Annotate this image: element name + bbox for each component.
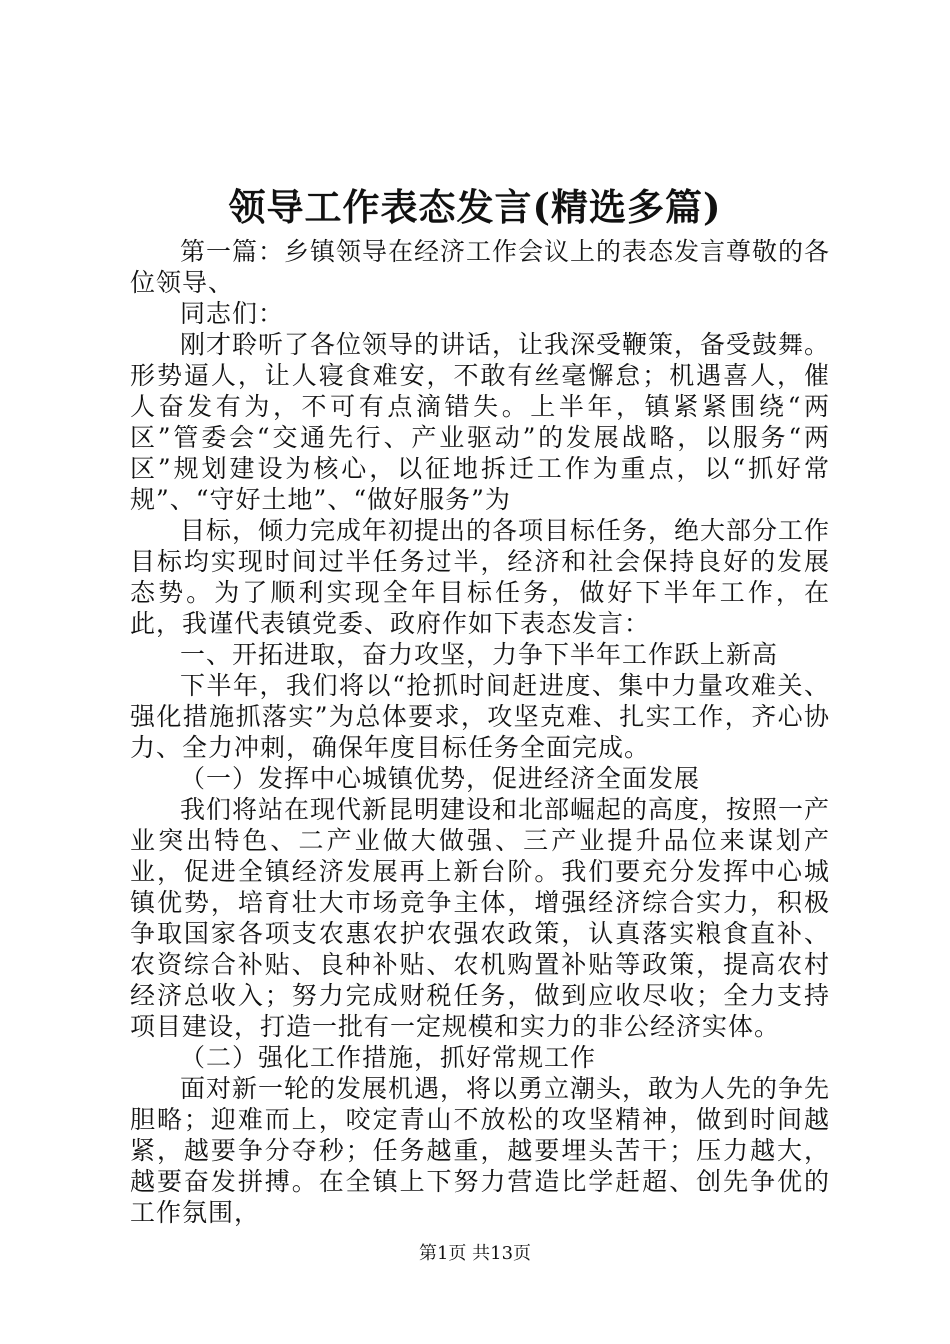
paragraph: 我们将站在现代新昆明建设和北部崛起的高度，按照一产业突出特色、二产业做大做强、三产业提升品位来谋划产业，促进全镇经济发展再上新台阶。我们要充分发挥中心城镇优势，培育壮大市场竞争主体，增强经济综合实力，积极争取国家各项支农惠农护农强农政策，认真落实粮食直补、农资综合补贴、良种补贴、农机购置补贴等政策，提高农村经济总收入；努力完成财税任务，做到应收尽收；全力支持项目建设，打造一批有一定规模和实力的非公经济实体。 bbox=[130, 795, 831, 1041]
paragraph: 下半年，我们将以“抢抓时间赶进度、集中力量攻难关、强化措施抓落实”为总体要求，攻坚克难、扎实工作，齐心协力、全力冲刺，确保年度目标任务全面完成。 bbox=[130, 671, 830, 762]
paragraph: 面对新一轮的发展机遇，将以勇立潮头，敢为人先的争先胆略；迎难而上，咬定青山不放松的攻坚精神，做到时间越紧，越要争分夺秒；任务越重，越要埋头苦干；压力越大，越要奋发拼搏。在全镇上下努力营造比学赶超、创先争优的工作氛围， bbox=[130, 1074, 831, 1227]
page-number: 第1页 共13页 bbox=[418, 1243, 532, 1264]
paragraph: 刚才聆听了各位领导的讲话，让我深受鞭策，备受鼓舞。形势逼人，让人寝食难安，不敢有丝毫懈怠；机遇喜人，催人奋发有为，不可有点滴错失。上半年，镇紧紧围绕“两区”管委会“交通先行、产业驱动”的发展战略，以服务“两区”规划建设为核心，以征地拆迁工作为重点，以“抓好常规”、“守好土地”、“做好服务”为 bbox=[130, 330, 831, 514]
subsection-heading: （一）发挥中心城镇优势，促进经济全面发展 bbox=[180, 764, 701, 793]
paragraph: 第一篇：乡镇领导在经济工作会议上的表态发言尊敬的各位领导、 bbox=[130, 237, 831, 297]
subsection-heading: （二）强化工作措施，抓好常规工作 bbox=[180, 1043, 597, 1072]
paragraph: 同志们： bbox=[180, 299, 285, 328]
paragraph: 目标，倾力完成年初提出的各项目标任务，绝大部分工作目标均实现时间过半任务过半，经济和社会保持良好的发展态势。为了顺利实现全年目标任务，做好下半年工作，在此，我谨代表镇党委、政府作如下表态发言： bbox=[130, 516, 831, 638]
document-body bbox=[130, 236, 830, 1228]
section-heading: 一、开拓进取，奋力攻坚，力争下半年工作跃上新高 bbox=[180, 640, 779, 669]
document-title: 领导工作表态发言(精选多篇) bbox=[228, 185, 722, 229]
